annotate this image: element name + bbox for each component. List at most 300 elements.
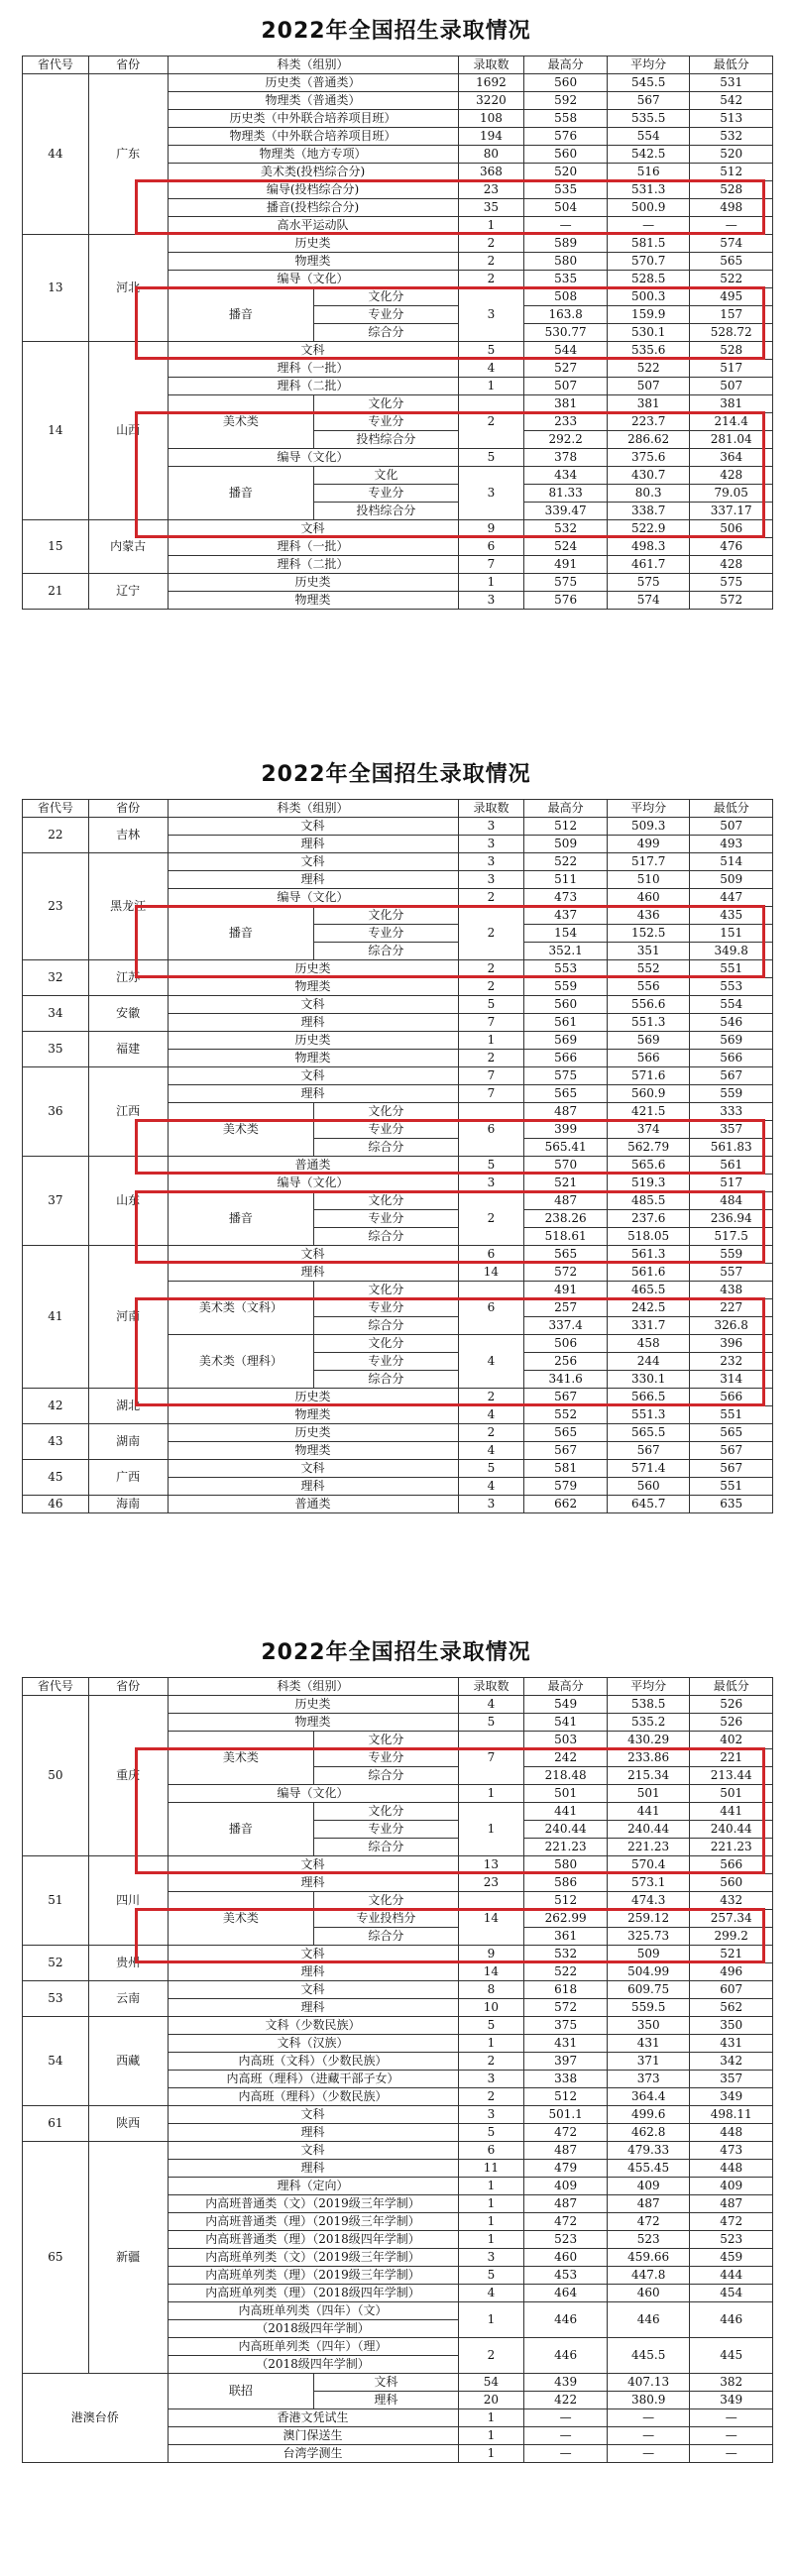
province-code-cell: 13 [23, 235, 89, 342]
min-score-cell: 551 [690, 960, 773, 978]
admitted-count-cell: 23 [458, 181, 524, 199]
avg-score-cell: 566 [607, 1050, 690, 1067]
admitted-count-cell: 14 [458, 1264, 524, 1282]
max-score-cell: 472 [524, 2213, 608, 2231]
min-score-cell: 528.72 [690, 324, 773, 342]
min-score-cell: 523 [690, 2231, 773, 2249]
category-cell: 理科 [168, 2124, 458, 2142]
min-score-cell: 546 [690, 1014, 773, 1032]
avg-score-cell: 574 [607, 592, 690, 610]
category-cell: 理科 [168, 1999, 458, 2017]
header-category: 科类（组别） [168, 56, 458, 74]
min-score-cell: 493 [690, 836, 773, 853]
category-cell: 历史类 [168, 574, 458, 592]
category-cell: 物理类 [168, 253, 458, 271]
avg-score-cell: 459.66 [607, 2249, 690, 2267]
max-score-cell: 501.1 [524, 2106, 608, 2124]
max-score-cell: 580 [524, 253, 608, 271]
header-province: 省份 [88, 1678, 168, 1696]
min-score-cell: 326.8 [690, 1317, 773, 1335]
avg-score-cell: 338.7 [607, 503, 690, 520]
avg-score-cell: 519.3 [607, 1175, 690, 1192]
max-score-cell: 352.1 [524, 943, 608, 960]
avg-score-cell: 500.3 [607, 288, 690, 306]
max-score-cell: 575 [524, 1067, 608, 1085]
avg-score-cell: 381 [607, 395, 690, 413]
admitted-count-cell: 6 [458, 538, 524, 556]
category-cell: 美术类 [168, 1103, 314, 1157]
header-province-code: 省代号 [23, 56, 89, 74]
admitted-count-cell: 3220 [458, 92, 524, 110]
province-code-cell: 36 [23, 1067, 89, 1157]
max-score-cell: 520 [524, 164, 608, 181]
province-name-cell: 福建 [88, 1032, 168, 1067]
max-score-cell: 512 [524, 2088, 608, 2106]
min-score-cell: 396 [690, 1335, 773, 1353]
admitted-count-cell: 1 [458, 2231, 524, 2249]
avg-score-cell: 447.8 [607, 2267, 690, 2285]
admitted-count-cell: 14 [458, 1963, 524, 1981]
min-score-cell: 236.94 [690, 1210, 773, 1228]
min-score-cell: 565 [690, 1424, 773, 1442]
admitted-count-cell: 1 [458, 2427, 524, 2445]
province-name-cell: 安徽 [88, 996, 168, 1032]
subcategory-cell: 专业分 [314, 1210, 458, 1228]
max-score-cell: 257 [524, 1299, 608, 1317]
avg-score-cell: 409 [607, 2178, 690, 2195]
avg-score-cell: 364.4 [607, 2088, 690, 2106]
admitted-count-cell: 3 [458, 871, 524, 889]
category-cell: 理科（定向） [168, 2178, 458, 2195]
admitted-count-cell: 2 [458, 395, 524, 449]
admitted-count-cell: 9 [458, 1946, 524, 1963]
avg-score-cell: 485.5 [607, 1192, 690, 1210]
avg-score-cell: 244 [607, 1353, 690, 1371]
category-cell: 播音(投档综合分) [168, 199, 458, 217]
admitted-count-cell: 7 [458, 1014, 524, 1032]
max-score-cell: 446 [524, 2338, 608, 2374]
category-cell: 物理类（地方专项） [168, 146, 458, 164]
admitted-count-cell: 368 [458, 164, 524, 181]
admitted-count-cell: 6 [458, 1103, 524, 1157]
max-score-cell: 506 [524, 1335, 608, 1353]
admitted-count-cell: 1 [458, 574, 524, 592]
avg-score-cell: 499 [607, 836, 690, 853]
category-cell: 物理类 [168, 1406, 458, 1424]
avg-score-cell: 500.9 [607, 199, 690, 217]
max-score-cell: 381 [524, 395, 608, 413]
category-cell: 美术类(投档综合分) [168, 164, 458, 181]
min-score-cell: 438 [690, 1282, 773, 1299]
avg-score-cell: 479.33 [607, 2142, 690, 2160]
min-score-cell: 542 [690, 92, 773, 110]
max-score-cell: 527 [524, 360, 608, 378]
category-cell: 历史类 [168, 1696, 458, 1714]
max-score-cell: 487 [524, 1103, 608, 1121]
avg-score-cell: 474.3 [607, 1892, 690, 1910]
subcategory-cell: 投档综合分 [314, 431, 458, 449]
category-cell: 文科（汉族） [168, 2035, 458, 2053]
admitted-count-cell: 5 [458, 2267, 524, 2285]
admitted-count-cell: 2 [458, 2338, 524, 2374]
category-cell: 内高班普通类（理）（2019级三年学制） [168, 2213, 458, 2231]
avg-score-cell: 504.99 [607, 1963, 690, 1981]
admitted-count-cell: 5 [458, 2124, 524, 2142]
min-score-cell: 157 [690, 306, 773, 324]
admitted-count-cell: 7 [458, 556, 524, 574]
admitted-count-cell: 2 [458, 271, 524, 288]
category-cell: 历史类（普通类） [168, 74, 458, 92]
table-row [23, 235, 773, 253]
max-score-cell: 522 [524, 853, 608, 871]
admitted-count-cell: 80 [458, 146, 524, 164]
table-row [23, 1424, 773, 1442]
avg-score-cell: 559.5 [607, 1999, 690, 2017]
avg-score-cell: 159.9 [607, 306, 690, 324]
admission-table-3 [22, 1677, 773, 2463]
header-province-code: 省代号 [23, 1678, 89, 1696]
admitted-count-cell: 108 [458, 110, 524, 128]
category-cell: 联招 [168, 2374, 314, 2409]
avg-score-cell: 460 [607, 889, 690, 907]
category-cell: 播音 [168, 907, 314, 960]
min-score-cell: 561.83 [690, 1139, 773, 1157]
max-score-cell: 532 [524, 520, 608, 538]
min-score-cell: 566 [690, 1856, 773, 1874]
min-score-cell: 559 [690, 1246, 773, 1264]
min-score-cell: 635 [690, 1496, 773, 1513]
max-score-cell: 163.8 [524, 306, 608, 324]
table-row [23, 1856, 773, 1874]
avg-score-cell: 509 [607, 1946, 690, 1963]
max-score-cell: 567 [524, 1389, 608, 1406]
avg-score-cell: 561.3 [607, 1246, 690, 1264]
category-cell: 文科 [168, 1981, 458, 1999]
admitted-count-cell: 7 [458, 1085, 524, 1103]
admitted-count-cell: 5 [458, 449, 524, 467]
min-score-cell: 526 [690, 1714, 773, 1732]
max-score-cell: 487 [524, 2195, 608, 2213]
max-score-cell: 487 [524, 1192, 608, 1210]
category-cell: 美术类 [168, 1732, 314, 1785]
avg-score-cell: 517.7 [607, 853, 690, 871]
max-score-cell: 576 [524, 128, 608, 146]
avg-score-cell: 609.75 [607, 1981, 690, 1999]
admitted-count-cell: 4 [458, 360, 524, 378]
category-cell: 内高班单列类（四年）（理） [168, 2338, 458, 2356]
max-score-cell: 507 [524, 378, 608, 395]
category-cell: 历史类 [168, 1032, 458, 1050]
avg-score-cell: 462.8 [607, 2124, 690, 2142]
table-row [23, 1389, 773, 1406]
category-cell: 文科 [168, 996, 458, 1014]
province-name-cell: 湖南 [88, 1424, 168, 1460]
min-score-cell: 444 [690, 2267, 773, 2285]
min-score-cell: 559 [690, 1085, 773, 1103]
avg-score-cell: 330.1 [607, 1371, 690, 1389]
max-score-cell: 422 [524, 2392, 608, 2409]
category-cell: 编导（文化） [168, 271, 458, 288]
admitted-count-cell: 194 [458, 128, 524, 146]
category-cell: 内高班单列类（文）（2019级三年学制） [168, 2249, 458, 2267]
subcategory-cell: 综合分 [314, 324, 458, 342]
max-score-cell: 453 [524, 2267, 608, 2285]
min-score-cell: 554 [690, 996, 773, 1014]
subcategory-cell: 文化分 [314, 1892, 458, 1910]
subcategory-cell: 专业投档分 [314, 1910, 458, 1928]
subcategory-cell: 文化分 [314, 907, 458, 925]
max-score-cell: 567 [524, 1442, 608, 1460]
category-cell: 内高班（理科）（进藏干部子女） [168, 2071, 458, 2088]
admitted-count-cell: 1692 [458, 74, 524, 92]
min-score-cell: — [690, 2445, 773, 2463]
header-admitted: 录取数 [458, 800, 524, 818]
subcategory-cell: 综合分 [314, 1371, 458, 1389]
min-score-cell: 522 [690, 271, 773, 288]
max-score-cell: 560 [524, 996, 608, 1014]
header-avg-score: 平均分 [607, 56, 690, 74]
min-score-cell: 447 [690, 889, 773, 907]
admitted-count-cell: 4 [458, 1442, 524, 1460]
province-code-cell: 43 [23, 1424, 89, 1460]
admitted-count-cell: 2 [458, 978, 524, 996]
min-score-cell: 357 [690, 2071, 773, 2088]
category-cell: 文科 [168, 1460, 458, 1478]
max-score-cell: 589 [524, 235, 608, 253]
category-cell: 理科 [168, 1014, 458, 1032]
min-score-cell: 240.44 [690, 1821, 773, 1839]
max-score-cell: — [524, 217, 608, 235]
header-avg-score: 平均分 [607, 800, 690, 818]
category-cell: 理科 [168, 871, 458, 889]
category-cell: 编导（文化） [168, 449, 458, 467]
max-score-cell: 399 [524, 1121, 608, 1139]
header-min-score: 最低分 [690, 1678, 773, 1696]
avg-score-cell: 458 [607, 1335, 690, 1353]
min-score-cell: 381 [690, 395, 773, 413]
avg-score-cell: 522.9 [607, 520, 690, 538]
table-row [23, 2374, 773, 2392]
admitted-count-cell: 2 [458, 907, 524, 960]
avg-score-cell: 535.6 [607, 342, 690, 360]
province-name-cell: 广西 [88, 1460, 168, 1496]
avg-score-cell: 430.29 [607, 1732, 690, 1749]
category-cell: 播音 [168, 1192, 314, 1246]
min-score-cell: 528 [690, 342, 773, 360]
category-cell: 普通类 [168, 1496, 458, 1513]
max-score-cell: 566 [524, 1050, 608, 1067]
max-score-cell: 256 [524, 1353, 608, 1371]
max-score-cell: 570 [524, 1157, 608, 1175]
avg-score-cell: 436 [607, 907, 690, 925]
max-score-cell: 544 [524, 342, 608, 360]
avg-score-cell: 562.79 [607, 1139, 690, 1157]
max-score-cell: 541 [524, 1714, 608, 1732]
avg-score-cell: 570.4 [607, 1856, 690, 1874]
admitted-count-cell: 7 [458, 1067, 524, 1085]
avg-score-cell: 286.62 [607, 431, 690, 449]
min-score-cell: 498 [690, 199, 773, 217]
min-score-cell: 562 [690, 1999, 773, 2017]
avg-score-cell: 380.9 [607, 2392, 690, 2409]
max-score-cell: 504 [524, 199, 608, 217]
avg-score-cell: 373 [607, 2071, 690, 2088]
province-name-cell: 湖北 [88, 1389, 168, 1424]
avg-score-cell: 571.6 [607, 1067, 690, 1085]
avg-score-cell: 407.13 [607, 2374, 690, 2392]
avg-score-cell: 455.45 [607, 2160, 690, 2178]
min-score-cell: 431 [690, 2035, 773, 2053]
province-code-cell: 23 [23, 853, 89, 960]
admitted-count-cell: 1 [458, 2035, 524, 2053]
category-cell: 美术类（文科） [168, 1282, 314, 1335]
max-score-cell: 560 [524, 146, 608, 164]
min-score-cell: 566 [690, 1389, 773, 1406]
subcategory-cell: 专业分 [314, 1821, 458, 1839]
category-cell: 内高班单列类（理）（2019级三年学制） [168, 2267, 458, 2285]
max-score-cell: 218.48 [524, 1767, 608, 1785]
table-row [23, 1946, 773, 1963]
avg-score-cell: 567 [607, 92, 690, 110]
province-code-cell: 51 [23, 1856, 89, 1946]
province-code-cell: 45 [23, 1460, 89, 1496]
min-score-cell: 409 [690, 2178, 773, 2195]
max-score-cell: 487 [524, 2142, 608, 2160]
min-score-cell: 333 [690, 1103, 773, 1121]
avg-score-cell: 571.4 [607, 1460, 690, 1478]
avg-score-cell: 573.1 [607, 1874, 690, 1892]
table-header-row [23, 800, 773, 818]
min-score-cell: 512 [690, 164, 773, 181]
max-score-cell: 580 [524, 1856, 608, 1874]
min-score-cell: 472 [690, 2213, 773, 2231]
province-name-cell: 吉林 [88, 818, 168, 853]
max-score-cell: 460 [524, 2249, 608, 2267]
category-cell: 美术类（理科） [168, 1335, 314, 1389]
avg-score-cell: 351 [607, 943, 690, 960]
min-score-cell: 551 [690, 1478, 773, 1496]
min-score-cell: 349 [690, 2088, 773, 2106]
header-max-score: 最高分 [524, 56, 608, 74]
avg-score-cell: 430.7 [607, 467, 690, 485]
admitted-count-cell: 2 [458, 889, 524, 907]
admitted-count-cell: 1 [458, 2213, 524, 2231]
category-cell: 历史类 [168, 960, 458, 978]
min-score-cell: 506 [690, 520, 773, 538]
avg-score-cell: 542.5 [607, 146, 690, 164]
max-score-cell: 154 [524, 925, 608, 943]
admitted-count-cell: 54 [458, 2374, 524, 2392]
min-score-cell: 349.8 [690, 943, 773, 960]
max-score-cell: 535 [524, 181, 608, 199]
category-cell: 理科 [168, 1085, 458, 1103]
table-row [23, 960, 773, 978]
category-cell: 文科（少数民族） [168, 2017, 458, 2035]
max-score-cell: 592 [524, 92, 608, 110]
avg-score-cell: 551.3 [607, 1406, 690, 1424]
avg-score-cell: 510 [607, 871, 690, 889]
category-cell: 物理类 [168, 1050, 458, 1067]
min-score-cell: 214.4 [690, 413, 773, 431]
category-cell: 理科 [168, 1478, 458, 1496]
max-score-cell: 569 [524, 1032, 608, 1050]
province-code-cell: 52 [23, 1946, 89, 1981]
avg-score-cell: 80.3 [607, 485, 690, 503]
province-name-cell: 广东 [88, 74, 168, 235]
admitted-count-cell: 2 [458, 1389, 524, 1406]
admitted-count-cell: 3 [458, 2071, 524, 2088]
table-row [23, 2017, 773, 2035]
admitted-count-cell: 3 [458, 818, 524, 836]
admitted-count-cell: 4 [458, 1406, 524, 1424]
min-score-cell: 517.5 [690, 1228, 773, 1246]
category-cell: 普通类 [168, 1157, 458, 1175]
min-score-cell: 402 [690, 1732, 773, 1749]
min-score-cell: 565 [690, 253, 773, 271]
admitted-count-cell: 5 [458, 1714, 524, 1732]
min-score-cell: 521 [690, 1946, 773, 1963]
min-score-cell: 507 [690, 378, 773, 395]
header-max-score: 最高分 [524, 800, 608, 818]
admitted-count-cell: 6 [458, 1282, 524, 1335]
category-cell: 理科 [168, 1963, 458, 1981]
max-score-cell: 221.23 [524, 1839, 608, 1856]
min-score-cell: 517 [690, 1175, 773, 1192]
min-score-cell: 553 [690, 978, 773, 996]
admitted-count-cell: 6 [458, 1246, 524, 1264]
admitted-count-cell: 2 [458, 1050, 524, 1067]
avg-score-cell: 528.5 [607, 271, 690, 288]
subcategory-cell: 文化分 [314, 288, 458, 306]
category-cell: 编导（文化） [168, 1175, 458, 1192]
category-cell: 编导（文化） [168, 889, 458, 907]
subcategory-cell: 投档综合分 [314, 503, 458, 520]
max-score-cell: 565 [524, 1246, 608, 1264]
avg-score-cell: 518.05 [607, 1228, 690, 1246]
province-code-cell: 37 [23, 1157, 89, 1246]
min-score-cell: 364 [690, 449, 773, 467]
admitted-count-cell: 5 [458, 342, 524, 360]
avg-score-cell: 545.5 [607, 74, 690, 92]
max-score-cell: 446 [524, 2302, 608, 2338]
province-name-cell: 辽宁 [88, 574, 168, 610]
min-score-cell: 213.44 [690, 1767, 773, 1785]
avg-score-cell: 441 [607, 1803, 690, 1821]
max-score-cell: 501 [524, 1785, 608, 1803]
max-score-cell: 565.41 [524, 1139, 608, 1157]
min-score-cell: 459 [690, 2249, 773, 2267]
max-score-cell: 491 [524, 1282, 608, 1299]
max-score-cell: 521 [524, 1175, 608, 1192]
category-cell: 文科 [168, 1067, 458, 1085]
max-score-cell: 437 [524, 907, 608, 925]
min-score-cell: 337.17 [690, 503, 773, 520]
admitted-count-cell: 3 [458, 853, 524, 871]
admitted-count-cell: 2 [458, 235, 524, 253]
avg-score-cell: 215.34 [607, 1767, 690, 1785]
avg-score-cell: 461.7 [607, 556, 690, 574]
avg-score-cell: 509.3 [607, 818, 690, 836]
category-cell: 高水平运动队 [168, 217, 458, 235]
avg-score-cell: 242.5 [607, 1299, 690, 1317]
subcategory-cell: 理科 [314, 2392, 458, 2409]
max-score-cell: 81.33 [524, 485, 608, 503]
admitted-count-cell: 2 [458, 960, 524, 978]
province-cell: 港澳台侨 [23, 2374, 169, 2463]
province-code-cell: 50 [23, 1696, 89, 1856]
province-name-cell: 新疆 [88, 2142, 168, 2374]
avg-score-cell: 472 [607, 2213, 690, 2231]
